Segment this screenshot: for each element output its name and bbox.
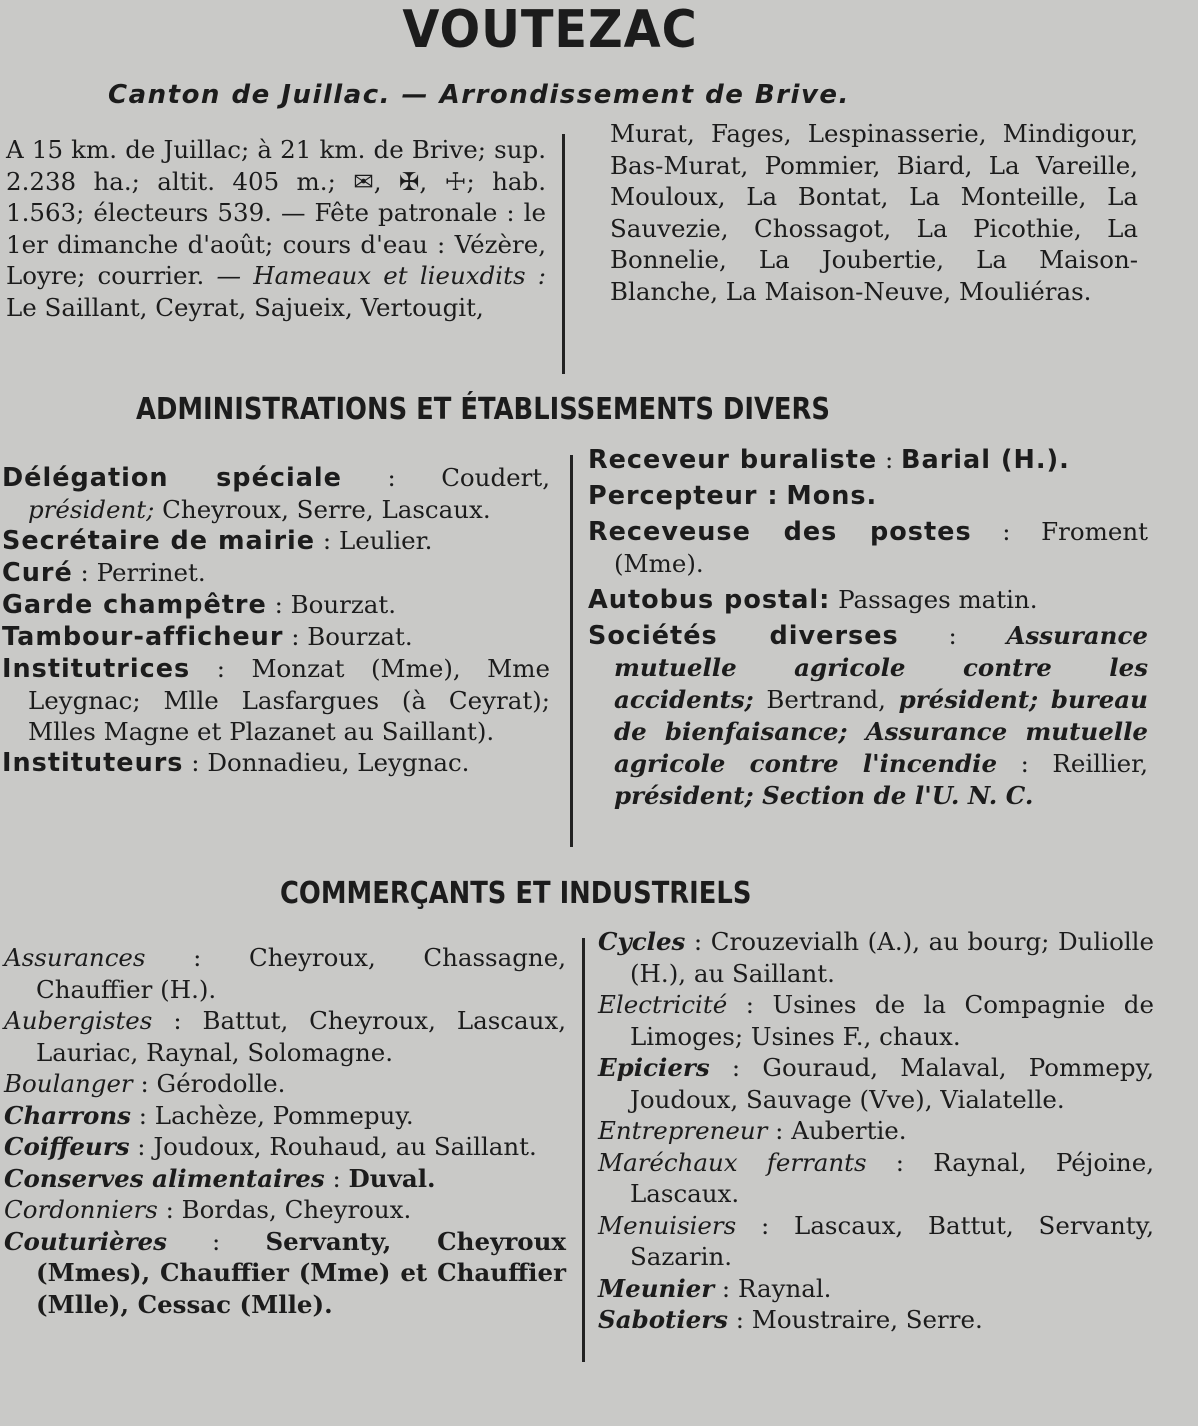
column-divider	[582, 938, 585, 1362]
entry-label: Sociétés diverses	[588, 621, 899, 651]
commerce-right-column	[598, 926, 1154, 1336]
entry-separator: :	[72, 558, 97, 587]
admin-right-column	[588, 444, 1148, 812]
admin-entry	[588, 516, 1148, 580]
entry-value: Mons.	[786, 481, 878, 511]
entry-separator: :	[183, 748, 208, 777]
intro-left-column	[6, 134, 546, 323]
commerce-entry: Charrons : Lachèze, Pommepuy.	[4, 1100, 414, 1130]
entry-value: Aubertie.	[791, 1116, 907, 1145]
commerce-entry: Entrepreneur : Aubertie.	[598, 1116, 907, 1145]
entry-label: Coiffeurs	[4, 1132, 130, 1161]
entry-value: bureau de bienfaisance; Assurance mutuelle agricole contre l'incendie	[614, 685, 1148, 778]
entry-value: Battut, Cheyroux, Lascaux, Lauriac, Raynal, Solomagne.	[36, 1006, 566, 1067]
commerce-entry: Boulanger : Gérodolle.	[4, 1069, 286, 1098]
commerce-entry: Epiciers : Gouraud, Malaval, Pommepy, Joudoux, Sauvage (Vve), Vialatelle.	[598, 1053, 1154, 1114]
admin-entry	[588, 584, 1148, 616]
entry-value: Raynal.	[737, 1273, 832, 1303]
entry-value: Leulier.	[338, 526, 433, 555]
entry-value: Barial (H.).	[901, 445, 1070, 475]
entry-value: Usines de la Compagnie de Limoges; Usines F., chaux.	[630, 990, 1154, 1051]
entry-label: Receveur buraliste	[588, 445, 878, 475]
entry-separator: :	[971, 517, 1042, 546]
entry-label: Assurances	[4, 943, 146, 972]
entry-value: Coudert,	[441, 463, 550, 492]
commerce-entry: Sabotiers : Moustraire, Serre.	[598, 1305, 983, 1334]
entry-label: Charrons	[4, 1100, 131, 1130]
hameaux-list-start: Le Saillant, Ceyrat, Sajueix, Vertougit,	[6, 292, 484, 322]
commerce-entry: Maréchaux ferrants : Raynal, Péjoine, Lascaux.	[598, 1147, 1154, 1208]
admin-entry	[2, 557, 550, 589]
admin-entry	[588, 620, 1148, 812]
intro-right-column	[610, 118, 1138, 307]
entry-label: Epiciers	[598, 1053, 710, 1082]
entry-label: Menuisiers	[598, 1210, 737, 1240]
entry-label: Meunier	[598, 1273, 715, 1303]
entry-value: Gérodolle.	[156, 1069, 286, 1098]
commerce-entry: Meunier : Raynal.	[598, 1273, 832, 1303]
entry-value: Raynal, Péjoine, Lascaux.	[630, 1147, 1154, 1208]
entry-separator: :	[341, 463, 442, 492]
entry-label: Cordonniers	[4, 1195, 158, 1224]
entry-role: président; Section de l'U. N. C.	[614, 781, 1034, 810]
admin-entry	[2, 621, 550, 653]
entry-value: Servanty, Cheyroux (Mmes), Chauffier (Mme) et Chauffier (Mlle), Cessac (Mlle).	[36, 1226, 566, 1319]
commerce-entry: Aubergistes : Battut, Cheyroux, Lascaux, Lauriac, Raynal, Solomagne.	[4, 1006, 566, 1067]
column-divider	[570, 455, 573, 847]
column-divider	[562, 134, 565, 374]
entry-label: Entrepreneur	[598, 1116, 768, 1145]
entry-label: Conserves alimentaires	[4, 1163, 325, 1193]
entry-value: Duval.	[348, 1163, 436, 1193]
commercants-heading: COMMERÇANTS ET INDUSTRIELS	[280, 876, 752, 911]
admin-entry	[588, 444, 1148, 476]
entry-separator: :	[315, 526, 339, 555]
entry-separator	[830, 585, 838, 614]
admin-entry	[2, 589, 550, 621]
entry-value: Perrinet.	[96, 558, 206, 587]
entry-label: Institutrices	[2, 654, 191, 684]
intro-text: A 15 km. de Juillac; à 21 km. de Brive; sup. 2.238 ha.; altit. 405 m.; ✉, ✠, ☩; hab. 1.563; électeurs 539. — Fête patronale : le 1er dimanche d'août; cours d'eau : Vézère, Loyre; courrier.	[6, 135, 546, 290]
entry-label: Délégation spéciale	[2, 463, 342, 493]
admin-entry	[2, 525, 550, 557]
entry-label: Secrétaire de mairie	[2, 526, 316, 556]
entry-separator: :	[877, 445, 902, 474]
entry-value: Bourzat.	[307, 622, 413, 651]
entry-label: Receveuse des postes	[588, 517, 972, 547]
entry-value: Bordas, Cheyroux.	[181, 1195, 412, 1224]
entry-separator	[1038, 685, 1051, 714]
commerce-left-column	[4, 942, 566, 1320]
commerce-entry: Conserves alimentaires : Duval.	[4, 1163, 436, 1193]
commerce-entry: Cycles : Crouzevialh (A.), au bourg; Duliolle (H.), au Saillant.	[598, 927, 1154, 988]
entry-value: Lascaux, Battut, Servanty, Sazarin.	[630, 1210, 1154, 1271]
entry-label: Garde champêtre	[2, 590, 267, 620]
admin-entry	[2, 462, 550, 525]
entry-label: Sabotiers	[598, 1305, 728, 1334]
entry-role: président;	[28, 495, 155, 524]
admin-left-column	[2, 462, 550, 779]
entry-value: : Reillier,	[997, 749, 1148, 778]
commerce-entry: Couturières : Servanty, Cheyroux (Mmes), Chauffier (Mme) et Chauffier (Mlle), Cessac (Mlle).	[4, 1226, 566, 1319]
entry-value: Bertrand,	[753, 685, 899, 714]
entry-separator: :	[266, 590, 291, 619]
entry-label: Cycles	[598, 927, 686, 956]
entry-value: Cheyroux, Serre, Lascaux.	[154, 495, 491, 524]
entry-value: Moustraire, Serre.	[751, 1305, 983, 1334]
admin-entry	[2, 747, 550, 779]
commerce-entry: Menuisiers : Lascaux, Battut, Servanty, Sazarin.	[598, 1210, 1154, 1271]
entry-label: Instituteurs	[2, 748, 184, 778]
entry-label: Maréchaux ferrants	[598, 1147, 867, 1177]
entry-separator: :	[283, 622, 308, 651]
entry-label: Couturières	[4, 1226, 167, 1256]
entry-label: Autobus postal:	[588, 585, 831, 615]
admin-entry	[2, 653, 550, 747]
commerce-entry: Assurances : Cheyroux, Chassagne, Chauffier (H.).	[4, 943, 566, 1004]
page-title: VOUTEZAC	[402, 0, 698, 60]
entry-value: Assurance mutuelle agricole contre les accidents;	[614, 621, 1148, 714]
entry-value: Lachèze, Pommepuy.	[154, 1100, 414, 1130]
entry-value: Froment (Mme).	[614, 517, 1148, 578]
entry-value: Joudoux, Rouhaud, au Saillant.	[153, 1132, 537, 1161]
entry-value: Cheyroux, Chassagne, Chauffier (H.).	[36, 943, 566, 1004]
administrations-heading: ADMINISTRATIONS ET ÉTABLISSEMENTS DIVERS	[136, 392, 830, 427]
entry-separator: :	[190, 654, 252, 683]
entry-label: Curé	[2, 558, 73, 588]
commerce-entry: Electricité : Usines de la Compagnie de Limoges; Usines F., chaux.	[598, 990, 1154, 1051]
commerce-entry: Coiffeurs : Joudoux, Rouhaud, au Saillant.	[4, 1132, 537, 1161]
entry-value: Passages matin.	[838, 585, 1038, 614]
entry-label: Electricité	[598, 990, 728, 1019]
entry-label: Boulanger	[4, 1069, 133, 1098]
entry-label: Tambour-afficheur	[2, 622, 284, 652]
commerce-entry: Cordonniers : Bordas, Cheyroux.	[4, 1195, 412, 1224]
entry-label: Percepteur :	[588, 481, 779, 511]
hameaux-label: — Hameaux et lieuxdits :	[216, 261, 546, 290]
hameaux-list-end: Murat, Fages, Lespinasserie, Mindigour, Bas-Murat, Pommier, Biard, La Vareille, Mouloux, La Bontat, La Monteille, La Sauvezie, Chossagot, La Picothie, La Bonnelie, La Joubertie, La Maison-Blanche, La Maison-Neuve, Mouliéras.	[610, 119, 1138, 306]
entry-value: Monzat (Mme), Mme Leygnac; Mlle Lasfargues (à Ceyrat); Mlles Magne et Plazanet au Saillant).	[28, 654, 550, 746]
entry-value: Gouraud, Malaval, Pommepy, Joudoux, Sauvage (Vve), Vialatelle.	[630, 1053, 1154, 1114]
entry-role: président;	[898, 685, 1039, 714]
entry-separator: :	[898, 621, 1007, 650]
entry-value: Donnadieu, Leygnac.	[207, 748, 470, 777]
entry-value: Crouzevialh (A.), au bourg; Duliolle (H.), au Saillant.	[630, 927, 1154, 988]
entry-label: Aubergistes	[4, 1006, 153, 1035]
admin-entry	[588, 480, 1148, 512]
entry-value: Bourzat.	[290, 590, 397, 619]
page-subtitle: Canton de Juillac. — Arrondissement de Brive.	[108, 80, 850, 110]
